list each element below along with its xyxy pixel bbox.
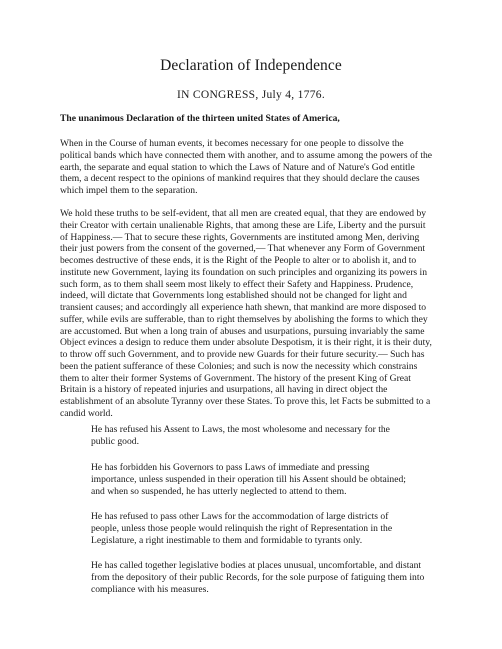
- text-line: political bands which have connected them with another, and to assume among the powers of the: [60, 149, 433, 161]
- text-line: from the depository of their public Records, for the sole purpose of fatiguing them into: [91, 571, 425, 583]
- document-subtitle: IN CONGRESS, July 4, 1776.: [176, 89, 326, 101]
- text-line: He has refused to pass other Laws for the accommodation of large districts of: [91, 511, 389, 522]
- text-line: becomes destructive of these ends, it is the Right of the People to alter or to abolish it, and to: [60, 255, 417, 266]
- text-line: Legislature, a right inestimable to them and formidable to tyrants only.: [91, 534, 363, 546]
- paragraph-course-of-human-events: [60, 138, 432, 197]
- text-line: compliance with his measures.: [91, 583, 209, 595]
- text-line: Object evinces a design to reduce them under absolute Despotism, it is their right, it is their duty,: [60, 337, 432, 349]
- paragraph-self-evident-truths: [60, 208, 432, 420]
- text-line: transient causes; and accordingly all experience hath shewn, that mankind are more disposed to: [60, 302, 427, 313]
- text-line: their just powers from the consent of the governed,— That whenever any Form of Government: [60, 243, 426, 255]
- text-line: candid world.: [60, 407, 113, 419]
- grievance-refused-other-laws: [91, 511, 392, 546]
- text-line: Britain is a history of repeated injuries and usurpations, all having in direct object the: [60, 384, 388, 396]
- text-line: When in the Course of human events, it becomes necessary for one people to dissolve the: [60, 138, 404, 149]
- text-line: indeed, will dictate that Governments long established should not be changed for light and: [60, 290, 407, 302]
- preamble-heading: The unanimous Declaration of the thirteen united States of America,: [60, 113, 340, 124]
- text-line: to throw off such Government, and to provide new Guards for their future security.— Such has: [60, 349, 425, 360]
- grievance-refused-assent: [91, 424, 390, 448]
- text-line: We hold these truths to be self-evident, that all men are created equal, that they are endowed by: [60, 208, 427, 219]
- text-line: been the patient sufferance of these Colonies; and such is now the necessity which constrains: [60, 360, 418, 372]
- text-line: which impel them to the separation.: [60, 185, 198, 196]
- text-line: institute new Government, laying its foundation on such principles and organizing its powers in: [60, 266, 427, 278]
- text-line: such form, as to them shall seem most likely to effect their Safety and Happiness. Prudence,: [60, 278, 414, 290]
- text-line: them, a decent respect to the opinions of mankind requires that they should declare the causes: [60, 173, 420, 185]
- text-line: He has forbidden his Governors to pass Laws of immediate and pressing: [91, 462, 370, 473]
- text-line: of Happiness.— That to secure these rights, Governments are instituted among Men, deriving: [60, 231, 420, 243]
- text-line: them to alter their former Systems of Government. The history of the present King of Great: [60, 372, 411, 384]
- text-line: are accustomed. But when a long train of abuses and usurpations, pursuing invariably the same: [60, 325, 425, 337]
- text-line: establishment of an absolute Tyranny over these States. To prove this, let Facts be submitted to a: [60, 396, 431, 407]
- text-line: and when so suspended, he has utterly neglected to attend to them.: [91, 485, 347, 497]
- text-line: public good.: [91, 435, 139, 447]
- grievance-forbidden-governors: [91, 462, 406, 497]
- text-line: their Creator with certain unalienable Rights, that among these are Life, Liberty and the pursuit: [60, 219, 426, 231]
- text-line: suffer, while evils are sufferable, than to right themselves by abolishing the forms to which they: [60, 313, 428, 325]
- text-line: He has called together legislative bodies at places unusual, uncomfortable, and distant: [91, 560, 422, 571]
- document-title: Declaration of Independence: [160, 57, 342, 74]
- text-line: importance, unless suspended in their operation till his Assent should be obtained;: [91, 473, 406, 485]
- text-line: earth, the separate and equal station to which the Laws of Nature and of Nature's God entitle: [60, 161, 415, 173]
- text-line: He has refused his Assent to Laws, the most wholesome and necessary for the: [91, 424, 390, 435]
- text-line: people, unless those people would relinquish the right of Representation in the: [91, 522, 393, 534]
- grievance-called-together-bodies: [91, 560, 424, 595]
